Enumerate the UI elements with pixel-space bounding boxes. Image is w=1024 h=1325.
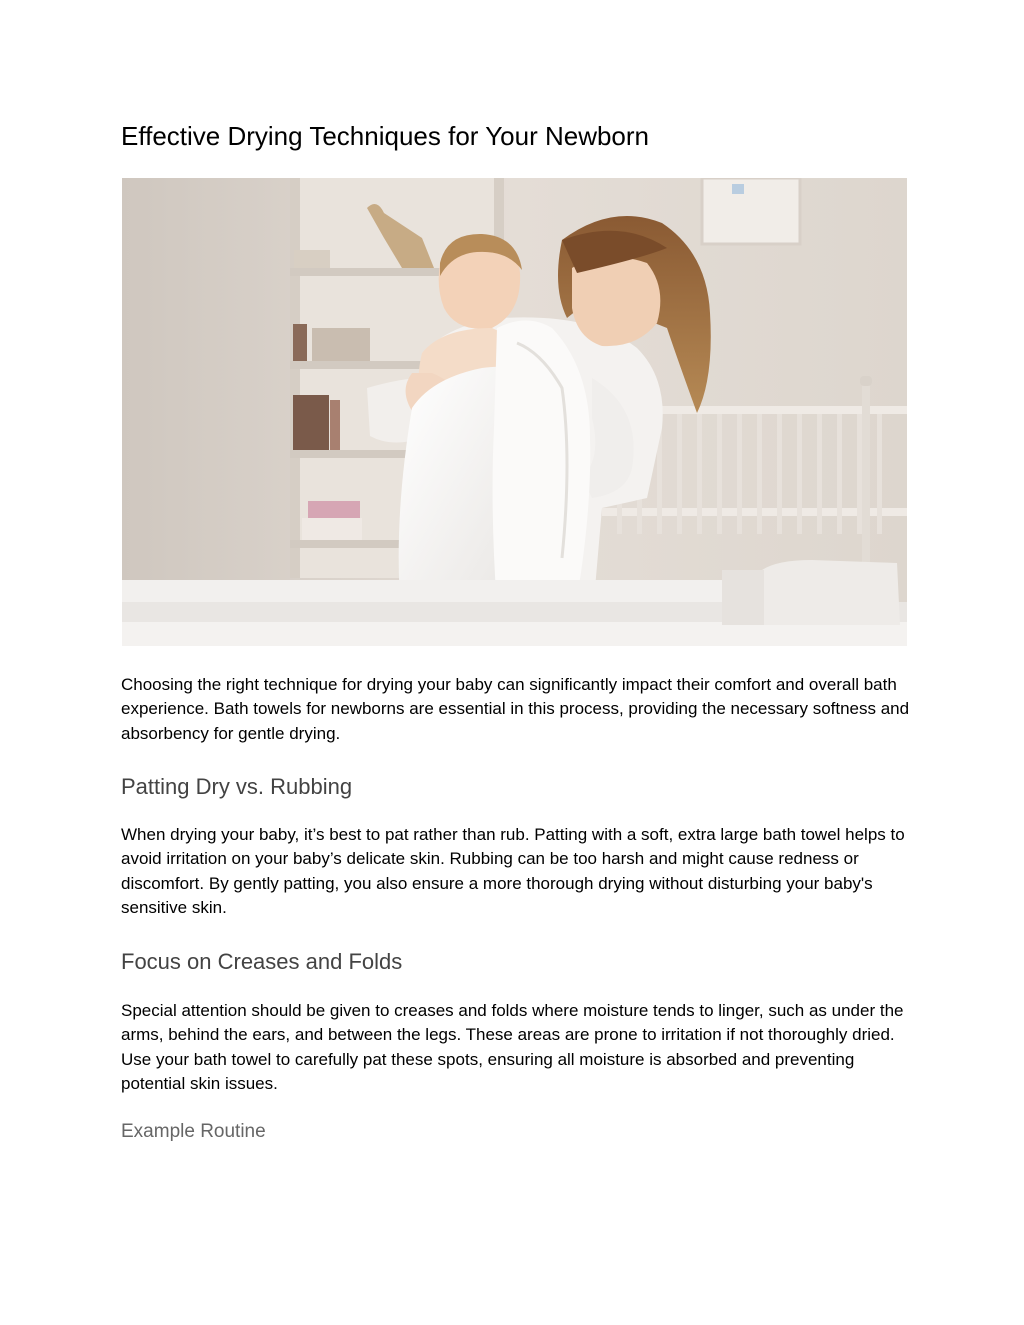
subheading-example-routine: Example Routine (121, 1121, 266, 1142)
section-body-patting: When drying your baby, it’s best to pat rather than rub. Patting with a soft, extra large bath towel helps to avoid irritation on your baby’s delicate skin. Rubbing can be too harsh and might cause redness or discomfort. By gently patting, you also ensure a more thorough drying without disturbing your baby's sensitive skin. (121, 825, 905, 918)
page-title: Effective Drying Techniques for Your Newborn (121, 121, 650, 151)
section-heading-creases: Focus on Creases and Folds (121, 949, 403, 974)
section-heading-patting: Patting Dry vs. Rubbing (121, 774, 353, 799)
intro-paragraph: Choosing the right technique for drying your baby can significantly impact their comfort and overall bath experience. Bath towels for newborns are essential in this process, providing the necessary softness and absorbency for gentle drying. (121, 675, 910, 743)
section-body-creases: Special attention should be given to creases and folds where moisture tends to linger, such as under the arms, behind the ears, and between the legs. These areas are prone to irritation if not thoroughly dried. Use your bath towel to carefully pat these spots, ensuring all moisture is absorbed and preventing potential skin issues. (121, 1001, 904, 1094)
article-photo (122, 178, 907, 646)
